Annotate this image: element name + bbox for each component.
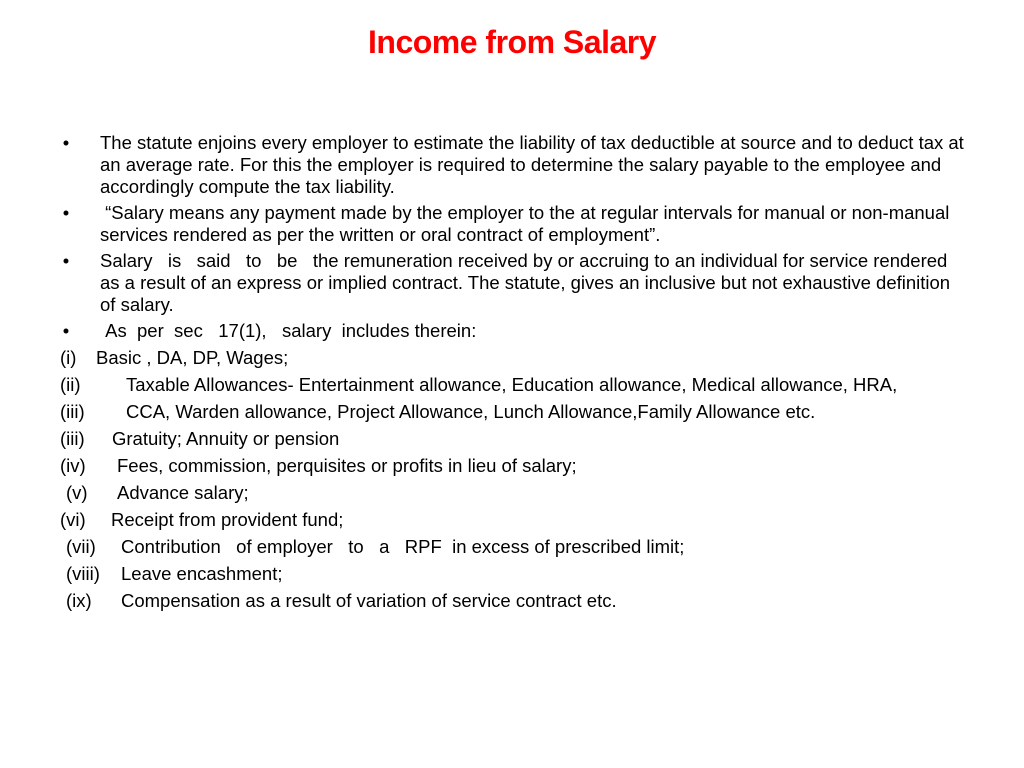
bullet-dot-icon: •	[62, 250, 70, 271]
list-item	[0, 347, 970, 369]
list-item-text: CCA, Warden allowance, Project Allowance, Lunch Allowance,Family Allowance etc.	[126, 401, 816, 422]
list-item-number: (vii)	[66, 536, 96, 557]
bullet-point	[60, 132, 970, 198]
list-item-number: (iii)	[60, 428, 85, 449]
list-item-number: (ix)	[66, 590, 92, 611]
list-item-number: (vi)	[60, 509, 86, 530]
bullet-point	[60, 250, 970, 316]
bullet-dot-icon: •	[62, 132, 70, 153]
list-item-text: Leave encashment;	[121, 563, 283, 584]
list-item-number: (iii)	[60, 401, 85, 422]
list-item-number: (ii)	[60, 374, 81, 395]
bullet-dot-icon: •	[62, 320, 70, 341]
list-item-text: Compensation as a result of variation of service contract etc.	[121, 590, 617, 611]
list-item-text: Receipt from provident fund;	[111, 509, 344, 530]
list-item-text: Taxable Allowances- Entertainment allowance, Education allowance, Medical allowance, HRA,	[126, 374, 898, 395]
list-item-text: Basic , DA, DP, Wages;	[96, 347, 289, 368]
list-item-number: (v)	[66, 482, 88, 503]
list-item-text: Fees, commission, perquisites or profits in lieu of salary;	[117, 455, 577, 476]
list-item-text: Contribution of employer to a RPF in excess of prescribed limit;	[121, 536, 685, 557]
list-item-number: (i)	[60, 347, 77, 368]
list-item	[0, 374, 970, 396]
list-item	[0, 509, 970, 531]
list-item	[0, 563, 970, 585]
bullet-text: Salary is said to be the remuneration received by or accruing to an individual for service rendered as a result of an express or implied contract. The statute, gives an inclusive but not exhaustive definition of salary.	[100, 250, 961, 315]
list-item	[0, 536, 970, 558]
list-item	[0, 401, 970, 423]
list-item-text: Advance salary;	[117, 482, 249, 503]
list-item	[0, 428, 970, 450]
list-item-number: (iv)	[60, 455, 86, 476]
list-item-number: (viii)	[66, 563, 100, 584]
list-item	[0, 455, 970, 477]
slide-content	[60, 132, 970, 617]
slide-title: Income from Salary	[368, 24, 656, 60]
bullet-text: The statute enjoins every employer to estimate the liability of tax deductible at source and to deduct tax at an average rate. For this the employer is required to determine the salary payable to the employee and accordingly compute the tax liability.	[100, 132, 964, 197]
list-item-text: Gratuity; Annuity or pension	[112, 428, 340, 449]
bullet-text: “Salary means any payment made by the employer to the at regular intervals for manual or non-manual services rendered as per the written or oral contract of employment”.	[100, 202, 955, 245]
bullet-text: As per sec 17(1), salary includes therein:	[100, 320, 477, 341]
bullet-point	[60, 202, 970, 246]
list-item	[0, 482, 970, 504]
bullet-point	[60, 320, 970, 342]
bullet-dot-icon: •	[62, 202, 70, 223]
list-item	[0, 590, 970, 612]
